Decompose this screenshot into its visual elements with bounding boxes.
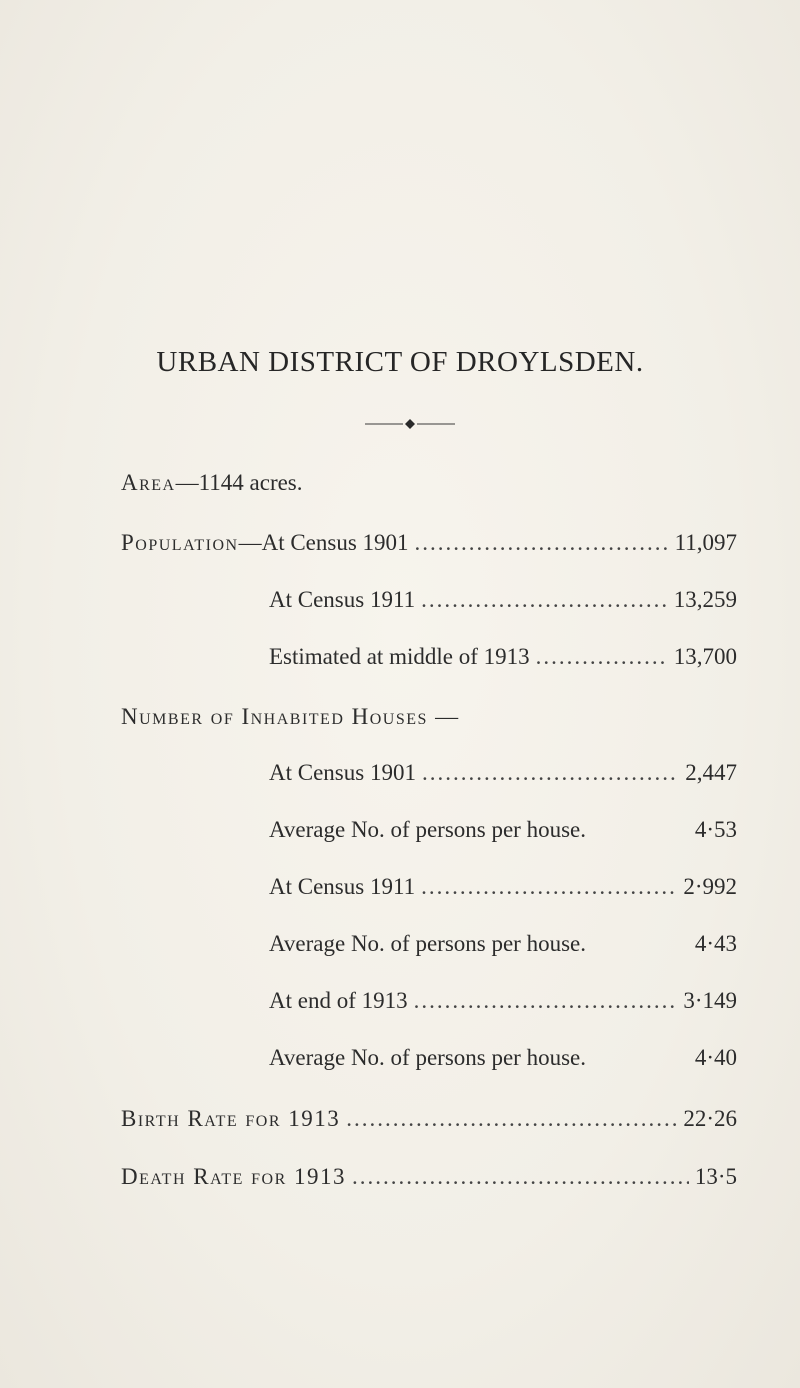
dot-leader (414, 984, 678, 1018)
area-value: —1144 acres. (175, 470, 303, 495)
dot-leader (421, 583, 668, 617)
population-label: Population (121, 530, 239, 555)
houses-row (269, 927, 737, 961)
row-label: Average No. of persons per house. (269, 817, 587, 842)
birth-rate-value: 22·26 (683, 1106, 737, 1131)
population-row-estimate (269, 640, 737, 674)
row-label: Average No. of persons per house. (269, 1045, 587, 1070)
houses-row (269, 870, 737, 904)
dot-leader (352, 1160, 689, 1194)
population-row-1901 (121, 526, 737, 560)
area-line (121, 466, 303, 500)
houses-row (269, 984, 737, 1018)
row-value: 11,097 (674, 530, 737, 555)
row-label: At Census 1901 (269, 760, 416, 785)
dot-leader (421, 870, 677, 904)
dot-leader (536, 640, 668, 674)
death-rate-row (121, 1160, 737, 1194)
houses-heading: Number of Inhabited Houses — (121, 704, 460, 729)
dot-leader (422, 756, 679, 790)
population-label-group (121, 526, 409, 560)
birth-rate-row (121, 1102, 737, 1136)
houses-row (269, 1041, 737, 1075)
row-label: At Census 1911 (269, 874, 416, 899)
dot-leader (346, 1102, 677, 1136)
death-rate-value: 13·5 (694, 1164, 737, 1189)
area-label: Area (121, 470, 176, 495)
row-value: 2,447 (685, 760, 737, 785)
row-label: Estimated at middle of 1913 (269, 644, 530, 669)
population-row-1911 (269, 583, 737, 617)
birth-rate-label: Birth Rate for 1913 (121, 1106, 341, 1131)
row-value: 4·43 (694, 931, 737, 956)
row-label: Average No. of persons per house. (269, 931, 587, 956)
document-title: URBAN DISTRICT OF DROYLSDEN. (156, 346, 644, 378)
row-value: 2·992 (683, 874, 737, 899)
houses-row (269, 756, 737, 790)
dot-leader (415, 526, 669, 560)
diamond-rule-ornament (365, 418, 485, 430)
row-value: 13,700 (673, 644, 737, 669)
houses-row (269, 813, 737, 847)
row-value: 4·53 (694, 817, 737, 842)
row-value: 4·40 (694, 1045, 737, 1070)
row-label: —At Census 1901 (238, 530, 409, 555)
row-value: 3·149 (683, 988, 737, 1013)
row-label: At end of 1913 (269, 988, 408, 1013)
death-rate-label: Death Rate for 1913 (121, 1164, 347, 1189)
row-label: At Census 1911 (269, 587, 416, 612)
row-value: 13,259 (673, 587, 737, 612)
